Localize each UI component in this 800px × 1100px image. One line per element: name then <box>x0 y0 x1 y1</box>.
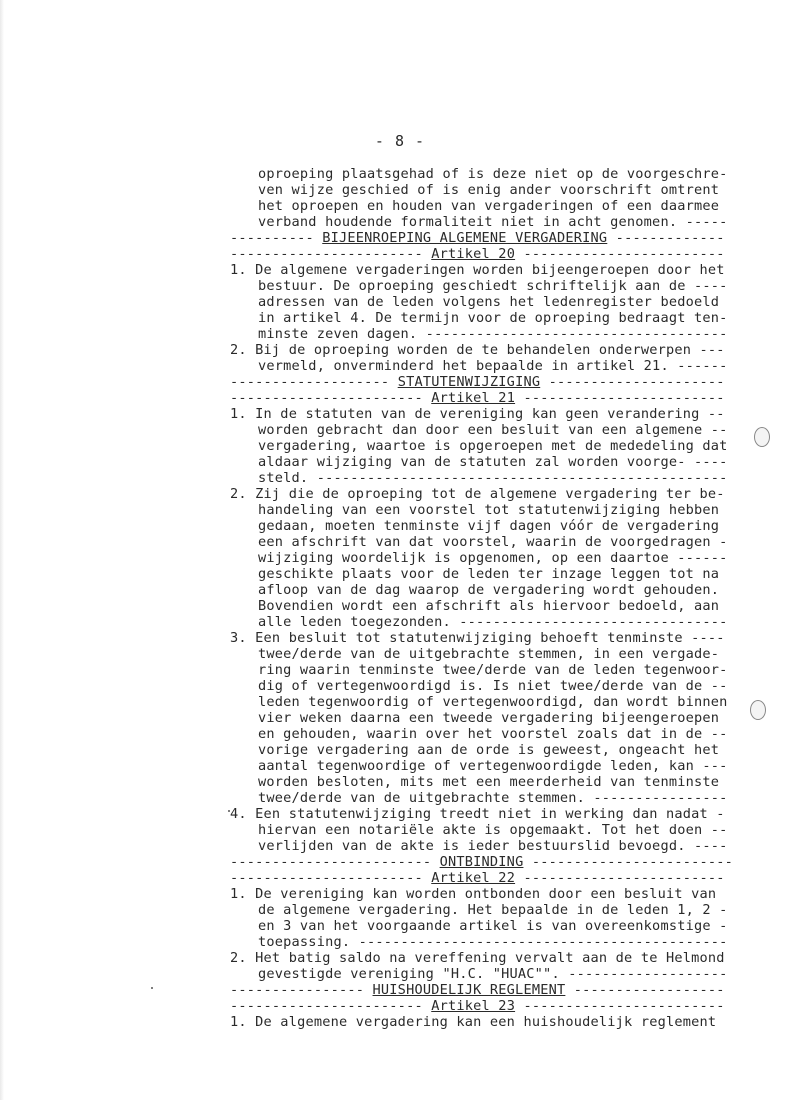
text-line: ven wijze geschied of is enig ander voorschrift omtrent <box>258 182 720 198</box>
text-line: 1. De algemene vergaderingen worden bijeengeroepen door het <box>230 262 725 278</box>
scan-speck <box>228 810 230 812</box>
section-heading: Artikel 20 <box>431 246 516 262</box>
text-line: adressen van de leden volgens het ledenregister bedoeld <box>258 294 720 310</box>
text-line: de algemene vergadering. Het bepaalde in de leden 1, 2 - <box>258 902 728 918</box>
text-line: aantal tegenwoordige of vertegenwoordigde leden, kan --- <box>258 758 728 774</box>
text-line: vier weken daarna een tweede vergadering bijeengeroepen <box>258 710 720 726</box>
text-line: vorige vergadering aan de orde is geweest, ongeacht het <box>258 742 720 758</box>
section-heading-line <box>230 374 725 390</box>
text-line: alle leden toegezonden. -------------------------------- <box>258 614 728 630</box>
punch-hole <box>754 427 770 447</box>
text-line: worden besloten, mits met een meerderheid van tenminste <box>258 774 720 790</box>
text-line: 2. Zij die de oproeping tot de algemene vergadering ter be- <box>230 486 725 502</box>
text-line: 4. Een statutenwijziging treedt niet in werking dan nadat - <box>230 806 725 822</box>
text-line: en 3 van het voorgaande artikel is van overeenkomstige - <box>258 918 728 934</box>
text-line: twee/derde van de uitgebrachte stemmen. ---------------- <box>258 790 728 806</box>
dash-fill: ------------- <box>607 230 725 246</box>
text-line: worden gebracht dan door een besluit van een algemene -- <box>258 422 728 438</box>
text-line: in artikel 4. De termijn voor de oproeping bedraagt ten- <box>258 310 728 326</box>
text-line: leden tegenwoordig of vertegenwoordigd, dan wordt binnen <box>258 694 728 710</box>
scan-speck <box>151 987 153 989</box>
text-line: toepassing. -------------------------------------------- <box>258 934 728 950</box>
text-line: Bovendien wordt een afschrift als hiervoor bedoeld, aan <box>258 598 720 614</box>
dash-fill: ------------------------ <box>515 390 725 406</box>
text-line: gedaan, moeten tenminste vijf dagen vóór de vergadering <box>258 518 720 534</box>
text-line: vermeld, onverminderd het bepaalde in artikel 21. ------ <box>258 358 728 374</box>
text-line: afloop van de dag waarop de vergadering wordt gehouden. <box>258 582 720 598</box>
punch-hole <box>750 700 766 720</box>
text-line: handeling van een voorstel tot statutenwijziging hebben <box>258 502 720 518</box>
text-line: twee/derde van de uitgebrachte stemmen, in een vergade- <box>258 646 720 662</box>
text-line: ring waarin tenminste twee/derde van de leden tegenwoor- <box>258 662 728 678</box>
dash-fill: --------------------- <box>540 374 725 390</box>
dash-fill: ----------------------- <box>230 246 432 262</box>
text-line: gevestigde vereniging "H.C. "HUAC"". ------------------- <box>258 966 728 982</box>
section-heading-line <box>230 982 725 998</box>
section-heading: BIJEENROEPING ALGEMENE VERGADERING <box>322 230 608 246</box>
text-line: dig of vertegenwoordigd is. Is niet twee/derde van de -- <box>258 678 728 694</box>
text-line: en gehouden, waarin over het voorstel zoals dat in de -- <box>258 726 728 742</box>
section-heading: Artikel 21 <box>431 390 516 406</box>
text-line: 1. De algemene vergadering kan een huishoudelijk reglement <box>230 1014 717 1030</box>
section-heading: Artikel 23 <box>431 998 516 1014</box>
section-heading-line <box>230 390 725 406</box>
text-line: 1. De vereniging kan worden ontbonden door een besluit van <box>230 886 717 902</box>
text-line: het oproepen en houden van vergaderingen of een daarmee <box>258 198 720 214</box>
scan-shadow <box>0 0 4 1100</box>
section-heading: ONTBINDING <box>439 854 524 870</box>
text-line: 2. Bij de oproeping worden de te behandelen onderwerpen --- <box>230 342 725 358</box>
text-line: vergadering, waartoe is opgeroepen met de mededeling dat <box>258 438 728 454</box>
text-line: minste zeven dagen. ------------------------------------ <box>258 326 728 342</box>
text-line: verband houdende formaliteit niet in acht genomen. ----- <box>258 214 728 230</box>
section-heading: STATUTENWIJZIGING <box>397 374 541 390</box>
dash-fill: ------------------------ <box>230 854 440 870</box>
text-line: oproeping plaatsgehad of is deze niet op de voorgeschre- <box>258 166 728 182</box>
section-heading: Artikel 22 <box>431 870 516 886</box>
section-heading-line <box>230 230 725 246</box>
section-heading-line <box>230 870 725 886</box>
text-line: steld. ------------------------------------------------- <box>258 470 728 486</box>
page-number: - 8 - <box>374 132 426 150</box>
dash-fill: ------------------------ <box>515 870 725 886</box>
dash-fill: ------------------------ <box>515 998 725 1014</box>
text-line: 3. Een besluit tot statutenwijziging behoeft tenminste ---- <box>230 630 725 646</box>
dash-fill: ------------------------ <box>523 854 734 870</box>
dash-fill: ------------------- <box>230 374 398 390</box>
section-heading-line <box>230 998 725 1014</box>
dash-fill: ----------------------- <box>230 390 432 406</box>
text-line: 2. Het batig saldo na vereffening vervalt aan de te Helmond <box>230 950 725 966</box>
text-line: geschikte plaats voor de leden ter inzage leggen tot na <box>258 566 720 582</box>
text-line: aldaar wijziging van de statuten zal worden voorge- ---- <box>258 454 728 470</box>
dash-fill: ------------------ <box>565 982 725 998</box>
dash-fill: ----------------------- <box>230 998 432 1014</box>
section-heading-line <box>230 854 733 870</box>
section-heading-line <box>230 246 725 262</box>
dash-fill: ------------------------ <box>515 246 725 262</box>
text-line: bestuur. De oproeping geschiedt schriftelijk aan de ---- <box>258 278 728 294</box>
dash-fill: ---------------- <box>230 982 373 998</box>
text-line: hiervan een notariële akte is opgemaakt. Tot het doen -- <box>258 822 728 838</box>
text-line: wijziging woordelijk is opgenomen, op een daartoe ------ <box>258 550 728 566</box>
text-line: verlijden van de akte is ieder bestuurslid bevoegd. ---- <box>258 838 728 854</box>
dash-fill: ---------- <box>230 230 323 246</box>
text-line: een afschrift van dat voorstel, waarin de voorgedragen - <box>258 534 728 550</box>
dash-fill: ----------------------- <box>230 870 432 886</box>
text-line: 1. In de statuten van de vereniging kan geen verandering -- <box>230 406 725 422</box>
section-heading: HUISHOUDELIJK REGLEMENT <box>372 982 566 998</box>
